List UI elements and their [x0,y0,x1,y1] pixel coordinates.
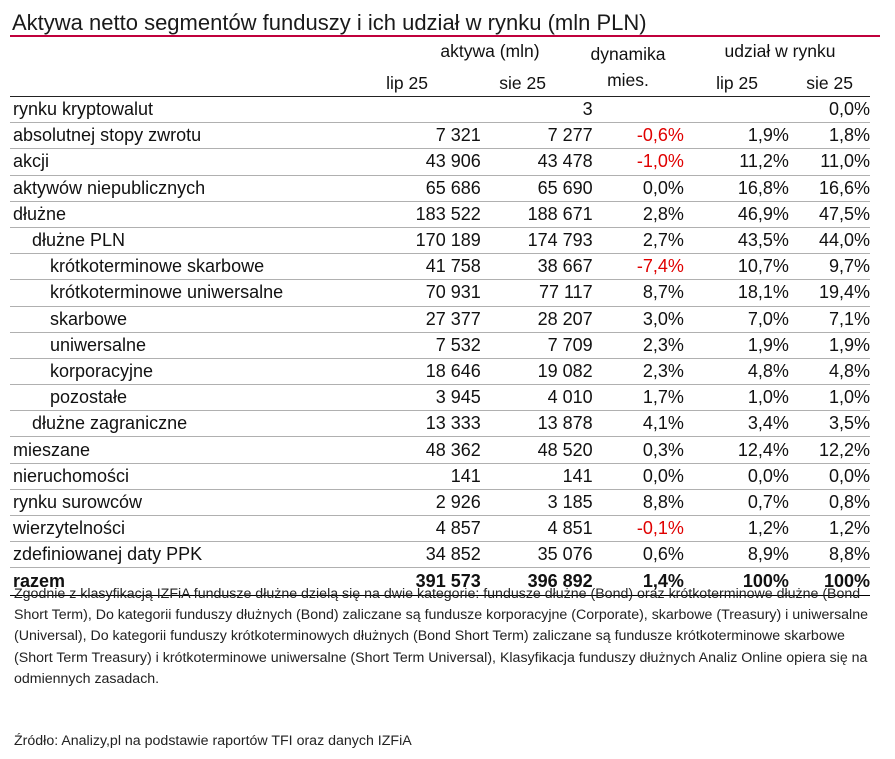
cell-sie: 48 520 [481,437,593,463]
cell-lip: 7 532 [369,332,481,358]
cell-usie: 8,8% [789,542,870,568]
cell-usie: 1,8% [789,123,870,149]
cell-lip: 7 321 [369,123,481,149]
cell-usie: 0,0% [789,463,870,489]
table-row [10,489,870,515]
segment-name: dłużne zagraniczne [10,411,369,437]
cell-dyn: 0,0% [593,175,684,201]
cell-sie: 35 076 [481,542,593,568]
table-row [10,149,870,175]
table-row [10,463,870,489]
table-row [10,123,870,149]
cell-sie: 4 010 [481,385,593,411]
cell-sie: 4 851 [481,516,593,542]
cell-dyn: 0,3% [593,437,684,463]
segment-name: nieruchomości [10,463,369,489]
table-row [10,254,870,280]
segment-name: rynku kryptowalut [10,97,369,123]
cell-sie: 3 [481,97,593,123]
cell-ulip [684,97,789,123]
total-sie: 396 892 [481,568,593,596]
segment-name: uniwersalne [10,332,369,358]
cell-ulip: 7,0% [684,306,789,332]
segment-name: rynku surowców [10,489,369,515]
segment-name: dłużne PLN [10,227,369,253]
cell-lip: 70 931 [369,280,481,306]
cell-ulip: 4,8% [684,358,789,384]
cell-usie: 1,9% [789,332,870,358]
table-row [10,175,870,201]
cell-ulip: 10,7% [684,254,789,280]
cell-sie: 7 277 [481,123,593,149]
cell-lip: 27 377 [369,306,481,332]
table-row [10,516,870,542]
cell-ulip: 46,9% [684,201,789,227]
table-row [10,280,870,306]
cell-lip: 41 758 [369,254,481,280]
cell-dyn: 0,0% [593,463,684,489]
table-row [10,411,870,437]
cell-lip: 170 189 [369,227,481,253]
cell-ulip: 8,9% [684,542,789,568]
cell-sie: 188 671 [481,201,593,227]
title-divider [10,35,880,37]
cell-ulip: 43,5% [684,227,789,253]
cell-usie: 4,8% [789,358,870,384]
cell-sie: 13 878 [481,411,593,437]
cell-sie: 43 478 [481,149,593,175]
cell-dyn: 1,7% [593,385,684,411]
segment-name: absolutnej stopy zwrotu [10,123,369,149]
header-dynamics-line1: dynamika [590,44,666,64]
header-sie: sie 25 [499,73,546,93]
cell-usie: 0,8% [789,489,870,515]
cell-dyn [593,97,684,123]
table-row [10,332,870,358]
table-row [10,542,870,568]
table-row [10,227,870,253]
cell-ulip: 1,2% [684,516,789,542]
cell-lip: 3 945 [369,385,481,411]
cell-lip: 141 [369,463,481,489]
header-assets: aktywa (mln) [440,41,540,61]
table-row [10,385,870,411]
page-title: Aktywa netto segmentów funduszy i ich udział w rynku (mln PLN) [12,10,647,35]
cell-sie: 7 709 [481,332,593,358]
cell-lip: 183 522 [369,201,481,227]
total-ulip: 100% [684,568,789,596]
cell-ulip: 11,2% [684,149,789,175]
cell-sie: 19 082 [481,358,593,384]
cell-lip: 18 646 [369,358,481,384]
cell-lip: 65 686 [369,175,481,201]
segment-name: zdefiniowanej daty PPK [10,542,369,568]
cell-lip: 2 926 [369,489,481,515]
header-share-lip: lip 25 [716,73,758,93]
cell-dyn: 0,6% [593,542,684,568]
table-row [10,306,870,332]
cell-usie: 47,5% [789,201,870,227]
cell-sie: 141 [481,463,593,489]
cell-dyn: -0,1% [593,516,684,542]
cell-dyn: 2,7% [593,227,684,253]
header-dynamics-line2: mies. [607,70,649,90]
cell-usie: 1,0% [789,385,870,411]
cell-dyn: 8,8% [593,489,684,515]
cell-usie: 1,2% [789,516,870,542]
cell-usie: 0,0% [789,97,870,123]
cell-ulip: 0,0% [684,463,789,489]
funds-table [10,96,870,596]
cell-lip [369,97,481,123]
segment-name: krótkoterminowe uniwersalne [10,280,369,306]
cell-dyn: 2,3% [593,358,684,384]
cell-ulip: 1,0% [684,385,789,411]
cell-sie: 65 690 [481,175,593,201]
cell-dyn: 4,1% [593,411,684,437]
cell-dyn: 2,8% [593,201,684,227]
cell-sie: 38 667 [481,254,593,280]
cell-usie: 11,0% [789,149,870,175]
table-row [10,437,870,463]
cell-usie: 19,4% [789,280,870,306]
source-note: Źródło: Analizy,pl na podstawie raportów TFI oraz danych IZFiA [14,733,412,749]
table-row [10,97,870,123]
cell-ulip: 0,7% [684,489,789,515]
table-row [10,201,870,227]
header-share-sie: sie 25 [806,73,853,93]
cell-sie: 28 207 [481,306,593,332]
segment-name: korporacyjne [10,358,369,384]
cell-dyn: -7,4% [593,254,684,280]
cell-dyn: 8,7% [593,280,684,306]
cell-sie: 174 793 [481,227,593,253]
total-dyn: 1,4% [593,568,684,596]
cell-lip: 48 362 [369,437,481,463]
header-share: udział w rynku [724,41,836,61]
total-label: razem [10,568,369,596]
cell-usie: 44,0% [789,227,870,253]
cell-ulip: 3,4% [684,411,789,437]
cell-ulip: 16,8% [684,175,789,201]
cell-usie: 7,1% [789,306,870,332]
total-usie: 100% [789,568,870,596]
cell-dyn: 2,3% [593,332,684,358]
header-lip: lip 25 [386,73,428,93]
cell-dyn: 3,0% [593,306,684,332]
table-row [10,358,870,384]
total-lip: 391 573 [369,568,481,596]
cell-usie: 12,2% [789,437,870,463]
segment-name: aktywów niepublicznych [10,175,369,201]
cell-ulip: 1,9% [684,123,789,149]
cell-ulip: 18,1% [684,280,789,306]
cell-dyn: -0,6% [593,123,684,149]
segment-name: krótkoterminowe skarbowe [10,254,369,280]
segment-name: mieszane [10,437,369,463]
cell-ulip: 1,9% [684,332,789,358]
segment-name: skarbowe [10,306,369,332]
cell-usie: 9,7% [789,254,870,280]
cell-ulip: 12,4% [684,437,789,463]
funds-table-body [10,97,870,596]
classification-note: Zgodnie z klasyfikacją IZFiA fundusze dłużne dzielą się na dwie kategorie: fundusze dłużne (Bond) oraz krótkoterminowe dłużne (Bond Short Term), Do kategorii funduszy dłużnych (Bond) zaliczane są fundusze korporacyjne (Corporate), skarbowe (Treasury) i uniwersalne (Universal), Do kategorii funduszy krótkoterminowych dłużnych (Bond Short Term) zaliczane są fundusze krótkoterminowe skarbowe (Short Term Treasury) i krótkoterminowe uniwersalne (Short Term Universal), Klasyfikacja funduszy dłużnych Analiz Online opiera się na odmiennych zasadach. [14,586,868,687]
segment-name: pozostałe [10,385,369,411]
cell-lip: 43 906 [369,149,481,175]
cell-sie: 77 117 [481,280,593,306]
cell-lip: 34 852 [369,542,481,568]
cell-usie: 16,6% [789,175,870,201]
segment-name: wierzytelności [10,516,369,542]
segment-name: dłużne [10,201,369,227]
cell-usie: 3,5% [789,411,870,437]
segment-name: akcji [10,149,369,175]
cell-lip: 4 857 [369,516,481,542]
cell-dyn: -1,0% [593,149,684,175]
cell-lip: 13 333 [369,411,481,437]
cell-sie: 3 185 [481,489,593,515]
